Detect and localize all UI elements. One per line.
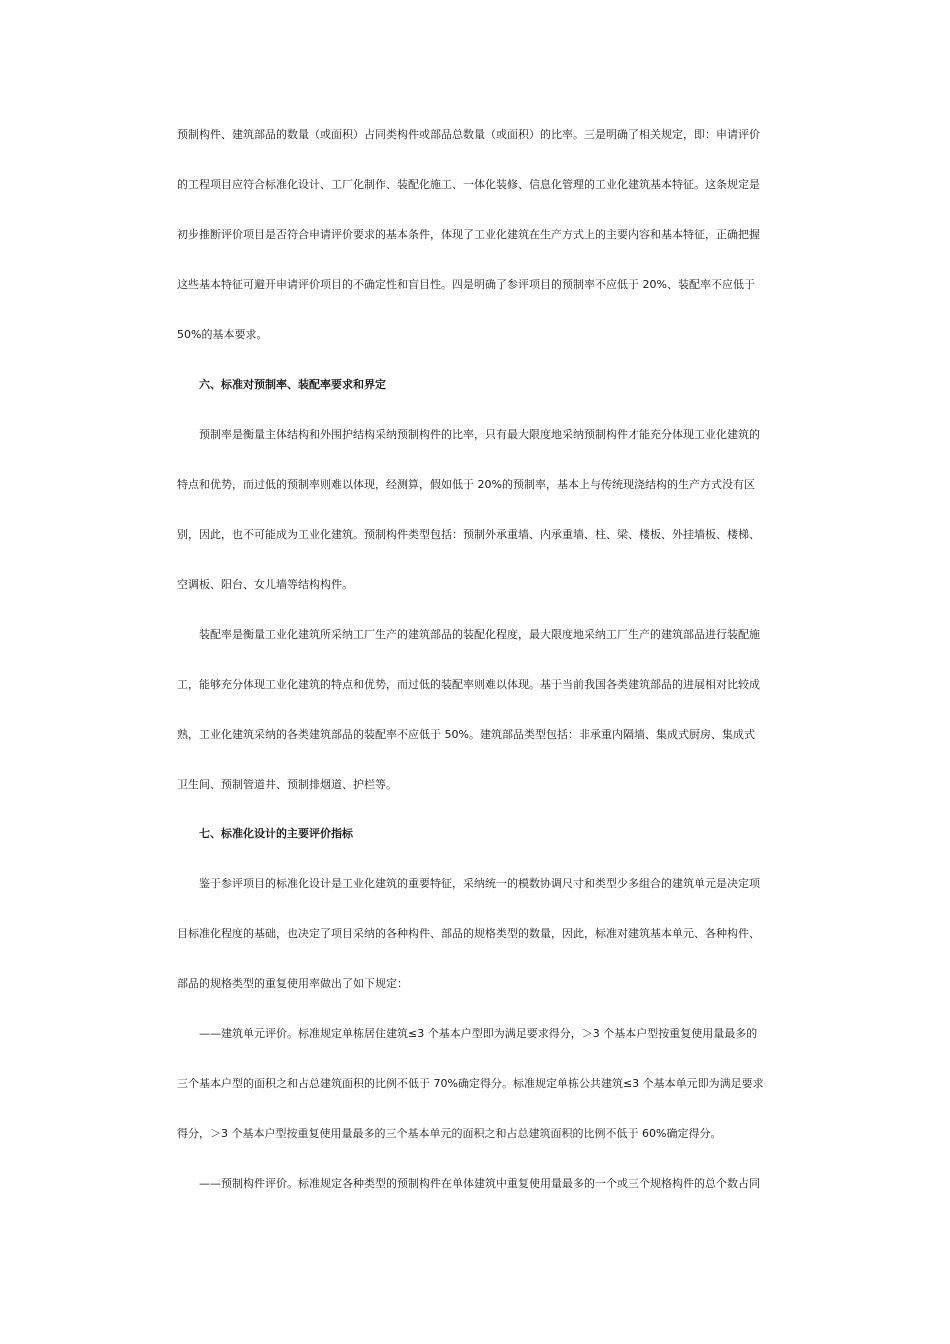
text-line: 特点和优势，而过低的预制率则难以体现，经测算，假如低于 20%的预制率，基本上与传统现浇结构的生产方式没有区 [177, 478, 755, 491]
text-line: 50%的基本要求。 [177, 328, 268, 341]
text-line: 的工程项目应符合标准化设计、工厂化制作、装配化施工、一体化装修、信息化管理的工业化建筑基本特征。这条规定是 [177, 178, 760, 191]
paragraph-first-line: ——预制构件评价。标准规定各种类型的预制构件在单体建筑中重复使用量最多的一个或三个规格构件的总个数占同 [199, 1177, 760, 1190]
text-line: 预制构件、建筑部品的数量（或面积）占同类构件或部品总数量（或面积）的比率。三是明确了相关规定，即：申请评价 [177, 128, 760, 141]
text-line: 三个基本户型的面积之和占总建筑面积的比例不低于 70%确定得分。标准规定单栋公共建筑≤3 个基本单元即为满足要求 [177, 1077, 764, 1090]
text-line: 得分，＞3 个基本户型按重复使用量最多的三个基本单元的面积之和占总建筑面积的比例不低于 60%确定得分。 [177, 1127, 722, 1140]
text-line: 部品的规格类型的重复使用率做出了如下规定： [177, 977, 408, 990]
text-line: 目标准化程度的基础，也决定了项目采纳的各种构件、部品的规格类型的数量，因此，标准对建筑基本单元、各种构件、 [177, 927, 760, 940]
text-line: 熟，工业化建筑采纳的各类建筑部品的装配率不应低于 50%。建筑部品类型包括：非承重内隔墙、集成式厨房、集成式 [177, 728, 755, 741]
text-line: 卫生间、预制管道井、预制排烟道、护栏等。 [177, 778, 397, 791]
paragraph-first-line: ——建筑单元评价。标准规定单栋居住建筑≤3 个基本户型即为满足要求得分，＞3 个基本户型按重复使用量最多的 [199, 1027, 758, 1040]
text-line: 空调板、阳台、女儿墙等结构构件。 [177, 578, 353, 591]
text-line: 工，能够充分体现工业化建筑的特点和优势，而过低的装配率则难以体现。基于当前我国各类建筑部品的进展相对比较成 [177, 678, 760, 691]
paragraph-first-line: 预制率是衡量主体结构和外围护结构采纳预制构件的比率，只有最大限度地采纳预制构件才能充分体现工业化建筑的 [199, 428, 760, 441]
section-heading: 六、标准对预制率、装配率要求和界定 [199, 378, 386, 391]
text-line: 这些基本特征可避开申请评价项目的不确定性和盲目性。四是明确了参评项目的预制率不应低于 20%、装配率不应低于 [177, 278, 755, 291]
text-line: 初步推断评价项目是否符合申请评价要求的基本条件，体现了工业化建筑在生产方式上的主要内容和基本特征，正确把握 [177, 228, 760, 241]
section-heading: 七、标准化设计的主要评价指标 [199, 827, 353, 840]
text-line: 别，因此，也不可能成为工业化建筑。预制构件类型包括：预制外承重墙、内承重墙、柱、梁、楼板、外挂墙板、楼梯、 [177, 528, 760, 541]
paragraph-first-line: 装配率是衡量工业化建筑所采纳工厂生产的建筑部品的装配化程度，最大限度地采纳工厂生产的建筑部品进行装配施 [199, 628, 760, 641]
paragraph-first-line: 鉴于参评项目的标准化设计是工业化建筑的重要特征，采纳统一的模数协调尺寸和类型少多组合的建筑单元是决定项 [199, 877, 760, 890]
